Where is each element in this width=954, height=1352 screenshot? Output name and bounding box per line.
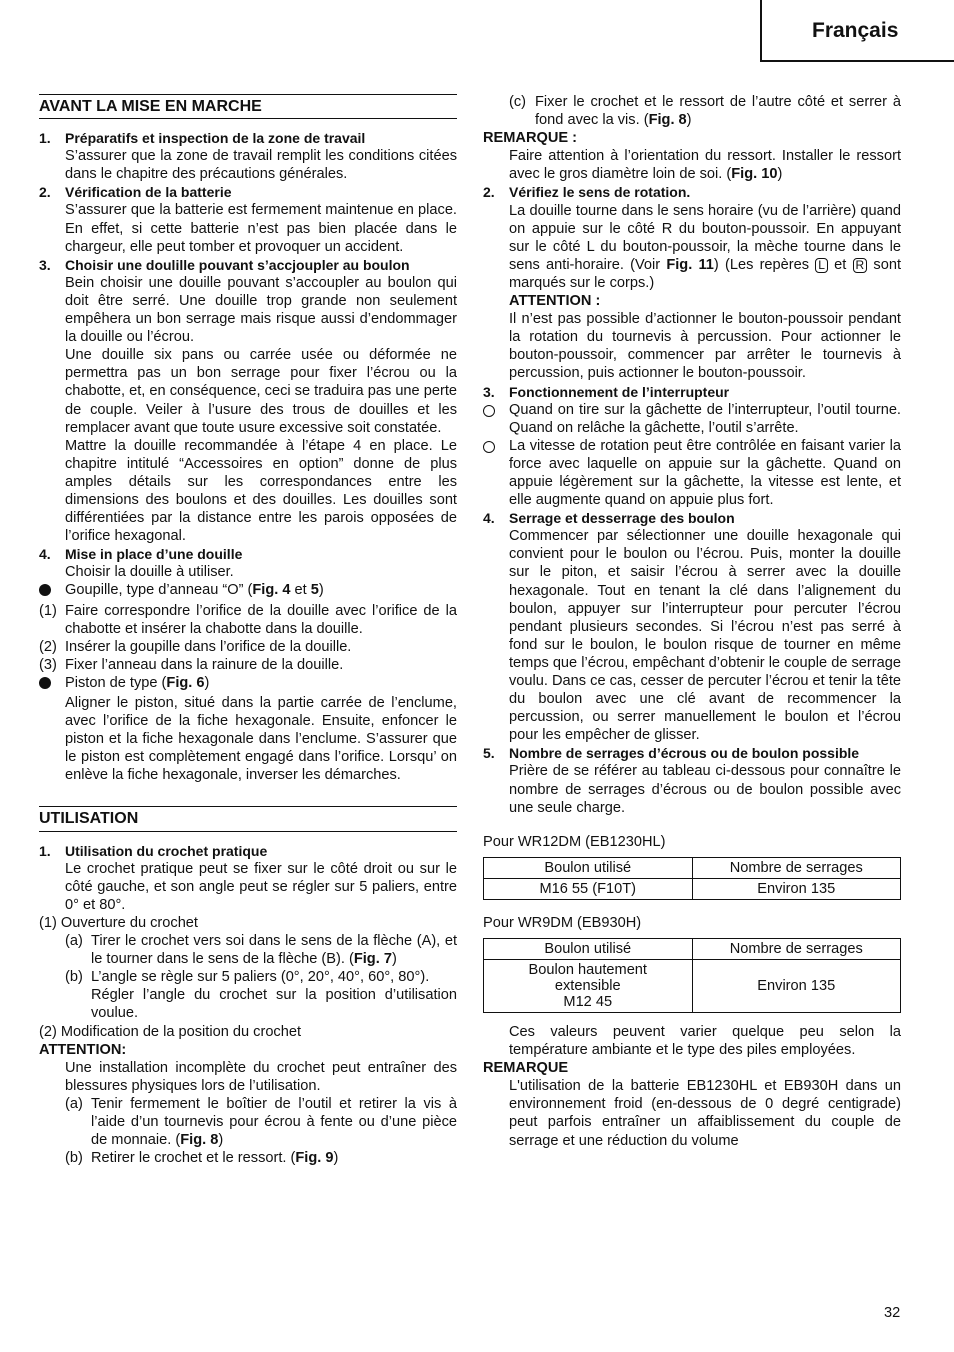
paragraph: Aligner le piston, situé dans la partie carrée de l’enclume, avec l’orifice de la fiche hexagonale. Ensuite, enfoncer le piston et la fiche hexagonale dans l’enclume. S’assurer que le piston est complètement engagé dans l’orifice. Lorsqu’ on enlève la fiche hexagonale, inverser les démarches. [65, 695, 457, 784]
sub-heading: (1) Ouverture du crochet [39, 914, 198, 931]
paragraph: Choisir la douille à utiliser. [65, 564, 234, 581]
table-caption: Pour WR12DM (EB1230HL) [483, 833, 666, 850]
marker: (c) [509, 94, 527, 110]
marker: (a) [65, 933, 83, 950]
paragraph [483, 202, 901, 292]
text: Faire correspondre l’orifice de la douille avec l’orifice de la chabotte et insérer la chabotte dans la douille. [65, 602, 457, 637]
section-title-avant: AVANT LA MISE EN MARCHE [39, 94, 457, 119]
text: et [827, 256, 853, 273]
num: 2. [483, 184, 495, 201]
paragraph: Commencer par sélectionner une douille hexagonale qui convient pour le boulon ou l’écrou. Puis, monter la douille sur le piton, et saisir l’écrou à serrer avec la douille hexagonale. Tout en tenant la clé dans l’alignement du boulon, appuyer sur l’interrupteur pour percuter l’écrou pendant plusieurs secondes. Si l’écrou n’est pas serré à fond sur le boulon, le boulon risque de tourner en même temps que l’écrou, empêchant d’obtenir le couple de serrage voulu. Dans ce cas, cesser de percuter l’écrou et tenir la tête du boulon avec une clé avant de recommencer la percussion, ou serrer manuellement le boulon et l’écrou pour les empêcher de glisser. [509, 528, 901, 744]
text: ) [218, 1132, 224, 1149]
num: 2. [39, 184, 51, 201]
list-item [483, 93, 901, 129]
heading-3 [483, 383, 901, 401]
paragraph: Il n’est pas possible d’actionner le bouton-poussoir pendant la rotation du tournevis à percussion. Pour actionner le bouton-poussoir, commencer par arrêter le tournevis à percussion, puis actionner le bouton-poussoir. [509, 311, 901, 382]
heading-1 [39, 129, 457, 147]
num: 4. [39, 546, 51, 563]
r-mark-icon: R [853, 258, 868, 273]
text: ) [333, 1150, 339, 1167]
paragraph: Ces valeurs peuvent varier quelque peu selon la température ambiante et le type des piles employées. [509, 1023, 901, 1059]
bullet-dot-icon [39, 584, 51, 596]
cell-line: extensible [554, 977, 621, 994]
bullet-dot-icon [39, 677, 51, 689]
heading-text: Mise in place d’une douille [65, 546, 243, 563]
text: Quand on tire sur la gâchette de l’interrupteur, l’outil tourne. Quand on relâche la gâchette, l’outil s’arrête. [509, 401, 901, 436]
fig-ref: Fig. 9 [295, 1150, 334, 1167]
paragraph: Bein choisir une douille pouvant s’accoupler au boulon qui doit être serré. Une douille trop grande non seulement empêhera un bon serrage mais risque aussi d’endommager la douille ou l’écrou. [65, 274, 457, 346]
paragraph: Une douille six pans ou carrée usée ou déformée ne permettra pas un bon serrage pour fixer l’écrou ou la chabotte, et, en conséquence, ceci se traduira pas une perte de couple. Veiler à l’usure des trous de douilles et les remplacer avant que toute usure excessive soit constatée. [65, 347, 457, 436]
fig-ref: Fig. 6 [166, 674, 205, 691]
marker: (1) [39, 602, 57, 619]
paragraph: Régler l’angle du crochet sur la position d’utilisation voulue. [91, 987, 457, 1022]
table-wr9dm [483, 938, 901, 1013]
heading-text: Vérifiez le sens de rotation. [509, 184, 691, 201]
remarque-label: REMARQUE : [483, 130, 578, 147]
paragraph: Une installation incomplète du crochet peut entraîner des blessures physiques lors de l’utilisation. [65, 1059, 457, 1094]
marker: (3) [39, 656, 57, 673]
text: Piston de type ( [65, 674, 167, 691]
fig-ref: Fig. 7 [353, 951, 392, 968]
bullet-item [483, 437, 901, 509]
table-caption: Pour WR9DM (EB930H) [483, 914, 642, 931]
text: Faire attention à l’orientation du ressort. Installer le ressort avec le gros diamètre loin de soi. ( [509, 148, 901, 183]
fig-ref: Fig. 8 [180, 1132, 219, 1149]
text: Insérer la goupille dans l’orifice de la douille. [65, 638, 352, 655]
text: La douille tourne dans le sens horaire (vu de l’arrière) quand on appuie sur le côté R du bouton-poussoir. En appuyant sur le côté L du bouton-poussoir, la mèche tourne dans le sens anti-horaire. (Voir [509, 202, 901, 273]
text: ) [391, 951, 397, 968]
right-column [483, 93, 901, 1150]
text: et [290, 582, 311, 599]
bullet-item [39, 674, 457, 694]
table-cell: Environ 135 [692, 878, 901, 899]
sub-heading: (2) Modification de la position du crochet [39, 1023, 302, 1040]
marker: (a) [65, 1095, 83, 1112]
fig-ref: Fig. 11 [666, 256, 714, 273]
table-wr12dm [483, 857, 901, 900]
marker: (2) [39, 638, 57, 655]
marker: (b) [65, 969, 83, 986]
heading-text: Nombre de serrages d’écrous ou de boulon possible [509, 745, 860, 762]
heading-text: Choisir une doulille pouvant s’accjoupler au boulon [65, 256, 410, 273]
text: Tirer le crochet vers soi dans le sens de la flèche (A), et le tourner dans le sens de la flèche (B). ( [91, 933, 457, 968]
heading-text: Fonctionnement de l’interrupteur [509, 383, 730, 400]
l-mark-icon: L [815, 258, 828, 273]
heading-2 [483, 183, 901, 201]
heading-4 [483, 509, 901, 527]
text: Fixer le crochet et le ressort de l’autre côté et serrer à fond avec la vis. ( [535, 94, 901, 129]
text: sont marqués sur le corps.) [509, 256, 902, 291]
attention-label: ATTENTION : [509, 293, 601, 310]
fig-ref: 5 [310, 582, 319, 599]
table-cell [484, 959, 693, 1012]
attention-label: ATTENTION: [39, 1041, 127, 1058]
paragraph: Le crochet pratique peut se fixer sur le côté droit ou sur le côté gauche, et son angle peut se régler sur 5 paliers, entre 0° et 80°. [65, 860, 457, 913]
heading-2 [39, 183, 457, 201]
heading-5 [483, 744, 901, 762]
bullet-circle-icon [483, 405, 495, 417]
table-header: Nombre de serrages [692, 938, 901, 959]
fig-ref: Fig. 8 [648, 112, 687, 129]
text: ) (Les repères [713, 256, 816, 273]
table-header: Boulon utilisé [484, 857, 693, 878]
language-label: Français [812, 19, 899, 42]
heading-text: Préparatifs et inspection de la zone de travail [65, 130, 366, 147]
text: L’angle se règle sur 5 paliers (0°, 20°, 40°, 60°, 80°). [91, 969, 430, 986]
language-tab [760, 0, 954, 62]
page-number: 32 [884, 1305, 901, 1321]
num: 1. [39, 842, 51, 859]
left-column [39, 94, 457, 1167]
list-item [39, 932, 457, 968]
num: 4. [483, 510, 495, 527]
text: Tenir fermement le boîtier de l’outil et retirer la vis à l’aide d’un tournevis pour écrou à fente ou d’une pièce de monnaie. ( [91, 1095, 457, 1149]
heading-text: Serrage et desserrage des boulon [509, 510, 735, 527]
paragraph [483, 147, 901, 183]
bullet-circle-icon [483, 441, 495, 453]
cell-line: Boulon hautement [528, 961, 647, 978]
heading-4 [39, 545, 457, 563]
text: ) [777, 166, 783, 183]
paragraph: S’assurer que la zone de travail remplit les conditions citées dans le chapitre des précautions générales. [65, 148, 457, 183]
table-cell: M16 55 (F10T) [484, 878, 693, 899]
marker: (b) [65, 1150, 83, 1167]
table-cell: Environ 135 [692, 959, 901, 1012]
list-item [39, 1149, 457, 1167]
num: 5. [483, 745, 495, 762]
fig-ref: Fig. 10 [731, 166, 778, 183]
table-header: Boulon utilisé [484, 938, 693, 959]
list-item [39, 656, 457, 674]
text: ) [204, 674, 210, 691]
text: Fixer l’anneau dans la rainure de la douille. [65, 656, 344, 673]
heading-text: Utilisation du crochet pratique [65, 842, 268, 859]
text: ) [686, 112, 692, 129]
heading-text: Vérification de la batterie [65, 184, 232, 201]
heading-1 [39, 842, 457, 860]
text: ) [318, 582, 324, 599]
list-item [39, 968, 457, 986]
paragraph: S’assurer que la batterie est fermement maintenue en place. En effet, si cette batterie n’est pas bien placée dans le chargeur, elle peut tomber et provoquer un accident. [65, 202, 457, 255]
num: 3. [39, 256, 51, 273]
paragraph: Prière de se référer au tableau ci-dessous pour connaître le nombre de serrages d’écrous ou de boulon possible avec une seule charge. [509, 763, 901, 816]
text: Goupille, type d’anneau “O” ( [65, 582, 253, 599]
section-title-utilisation: UTILISATION [39, 806, 457, 831]
fig-ref: Fig. 4 [252, 582, 291, 599]
num: 1. [39, 130, 51, 147]
text: La vitesse de rotation peut être contrôlée en faisant varier la force avec laquelle on appuie sur la gâchette. Quand on appuie légèrement sur la gâchette, la vitesse est lente, et elle augmente quand on appuie plus fort. [509, 437, 901, 509]
list-item [39, 602, 457, 638]
list-item [39, 1095, 457, 1149]
num: 3. [483, 383, 495, 400]
cell-line: M12 45 [563, 993, 613, 1010]
remarque-label: REMARQUE [483, 1060, 569, 1077]
table-header: Nombre de serrages [692, 857, 901, 878]
bullet-item [39, 581, 457, 601]
list-item [39, 638, 457, 656]
bullet-item [483, 401, 901, 437]
heading-3 [39, 256, 457, 274]
text: Retirer le crochet et le ressort. ( [91, 1150, 296, 1167]
paragraph: Mattre la douille recommandée à l’étape 4 en place. Le chapitre intitulé “Accessoires en option” donne de plus amples détails sur les correspondances entre les dimensions des boulons et des douilles. Les douilles sont différentiées par la distance entre les parois opposées de l’orifice hexagonal. [65, 437, 457, 545]
paragraph: L'utilisation de la batterie EB1230HL et EB930H dans un environnement froid (en-dessous de 0 degré centigrade) peut parfois entraîner un affaiblissement du couple de serrage et une réduction du volume [509, 1078, 901, 1149]
